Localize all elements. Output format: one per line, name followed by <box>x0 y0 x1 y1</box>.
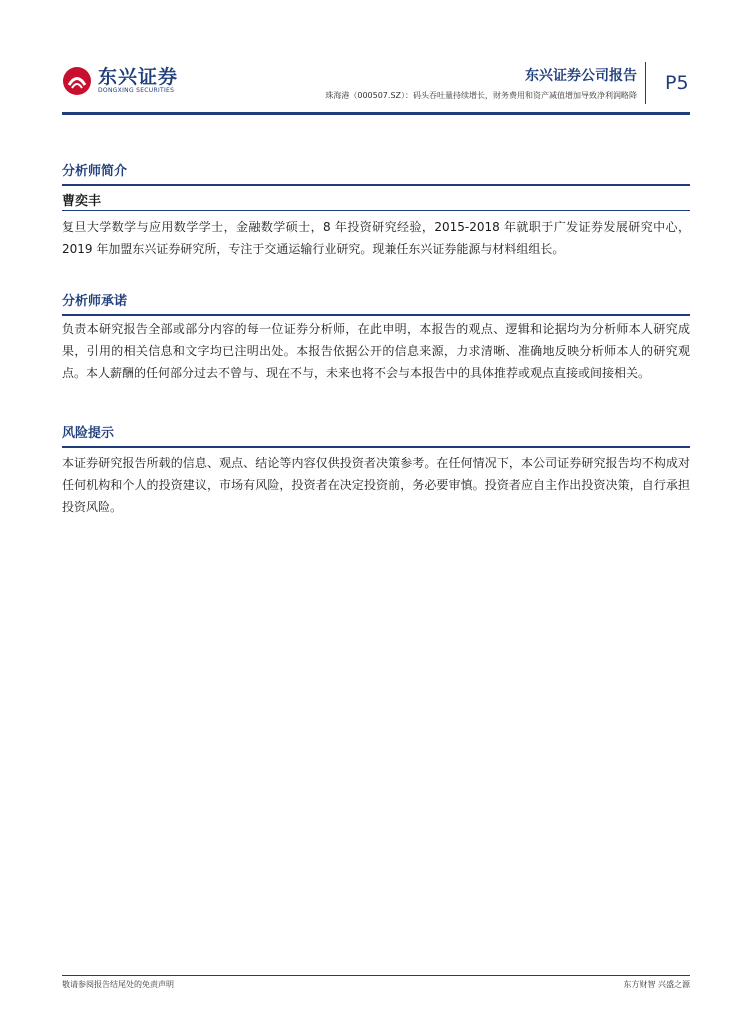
footer-disclaimer: 敬请参阅报告结尾处的免责声明 <box>62 980 174 989</box>
dongxing-logo-icon <box>62 66 92 96</box>
section-title-risk: 风险提示 <box>62 422 690 448</box>
logo-text-cn: 东兴证券 <box>98 66 179 88</box>
section-title-analyst-intro: 分析师简介 <box>62 160 690 186</box>
analyst-pledge-text: 负责本研究报告全部或部分内容的每一位证券分析师，在此申明，本报告的观点、逻辑和论据均为分析师本人研究成果，引用的相关信息和文字均已注明出处。本报告依据公开的信息来源，力求清晰、准确地反映分析师本人的研究观点。本人薪酬的任何部分过去不曾与、现在不与，未来也将不会与本报告中的具体推荐或观点直接或间接相关。 <box>62 322 690 380</box>
report-brand: 东兴证券公司报告 <box>525 68 637 84</box>
report-header <box>325 66 637 101</box>
logo-text-en: DONGXING SECURITIES <box>98 87 175 94</box>
section-title-analyst-pledge: 分析师承诺 <box>62 290 690 316</box>
analyst-name: 曹奕丰 <box>62 194 102 209</box>
company-logo <box>62 66 178 96</box>
header-rule <box>62 112 690 115</box>
footer-slogan: 东方财智 兴盛之源 <box>623 980 690 989</box>
page-number: P5 <box>665 72 689 94</box>
footer-rule <box>62 975 690 976</box>
header-divider <box>645 62 646 104</box>
risk-text: 本证券研究报告所载的信息、观点、结论等内容仅供投资者决策参考。在任何情况下，本公司证券研究报告均不构成对任何机构和个人的投资建议，市场有风险，投资者在决定投资前，务必要审慎。投资者应自主作出投资决策，自行承担投资风险。 <box>62 456 690 514</box>
analyst-bio: 复旦大学数学与应用数学学士，金融数学硕士，8 年投资研究经验，2015-2018 年就职于广发证券发展研究中心，2019 年加盟东兴证券研究所，专注于交通运输行业研究。现兼任东兴证券能源与材料组组长。 <box>62 220 690 256</box>
report-subtitle: 珠海港（000507.SZ）：码头吞吐量持续增长，财务费用和资产减值增加导致净利润略降 <box>325 91 637 100</box>
analyst-divider <box>62 210 690 211</box>
